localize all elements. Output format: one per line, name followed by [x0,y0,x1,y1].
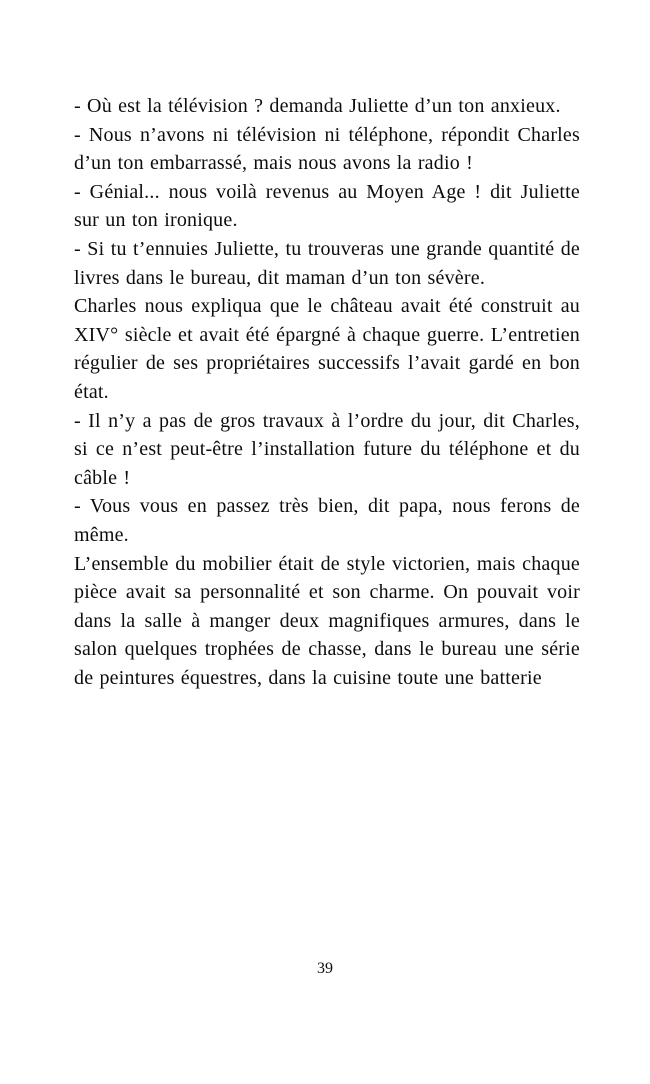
paragraph: - Si tu t’ennuies Juliette, tu trouveras une grande quantité de livres dans le bureau, dit maman d’un ton sévère. [74,237,580,289]
page-number: 39 [317,960,333,977]
paragraph: - Nous n’avons ni télévision ni téléphone, répondit Charles d’un ton embarrassé, mais nous avons la radio ! [74,123,580,175]
paragraph: - Il n’y a pas de gros travaux à l’ordre du jour, dit Charles, si ce n’est peut-être l’installation future du téléphone et du câble ! [74,409,580,489]
paragraph: - Où est la télévision ? demanda Juliette d’un ton anxieux. [74,95,561,117]
paragraph: - Vous vous en passez très bien, dit papa, nous ferons de même. [74,495,580,546]
paragraph: Charles nous expliqua que le château avait été construit au XIV° siècle et avait été épargné à chaque guerre. L’entretien régulier de ses propriétaires successifs l’avait gardé en bon état. [74,295,580,403]
paragraph: L’ensemble du mobilier était de style victorien, mais chaque pièce avait sa personnalité et son charme. On pouvait voir dans la salle à manger deux magnifiques armures, dans le salon quelques trophées de chasse, dans le bureau une série de peintures équestres, dans la cuisine toute une batterie [74,552,580,689]
paragraph: - Génial... nous voilà revenus au Moyen Age ! dit Juliette sur un ton ironique. [74,180,580,232]
page-text-block [74,92,580,692]
paragraphs-container [74,92,580,692]
